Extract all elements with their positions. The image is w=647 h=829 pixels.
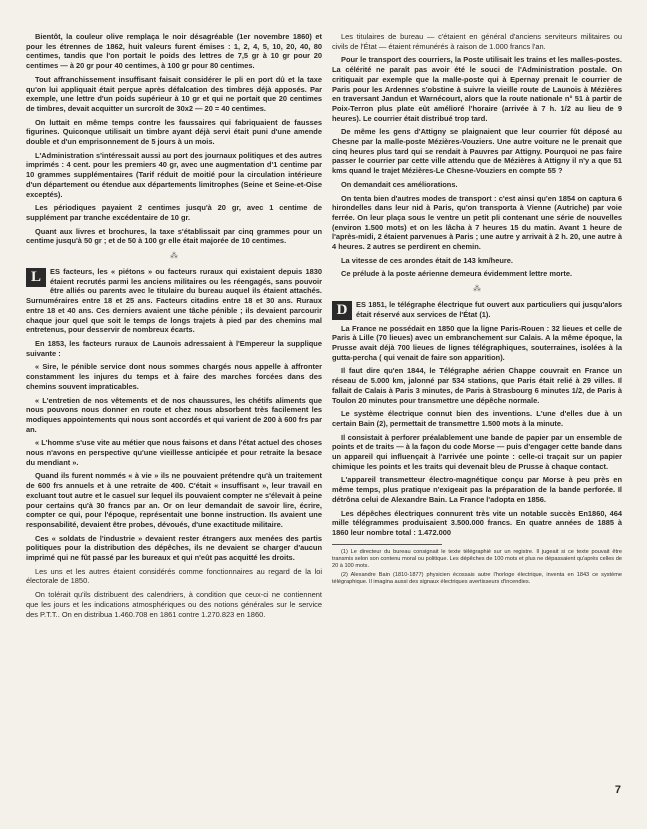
- paragraph-text: L'Administration s'intéressait aussi au port des journaux politiques et des autres imprimés : 4 cent. pour les premiers 40 gr, avec une augmentation d'1 centime par 10 grammes supplémentaires (Tarif réduit de moitié pour la circulation intérieure d'un département ou étendue aux départements limitrophes (Seine et Seine-et-Oise exceptés).: [26, 150, 322, 199]
- paragraph-text: Pour le transport des courriers, la Poste utilisait les trains et les malles-postes. La célérité ne paraît pas avoir été le souci de l'Administration postale. On critiquait par exemple que la malle-poste qui à Epernay prenait le courrier de Paris pour les Ardennes s'obstine à suivre la vieille route de Launois à Mézières en traversant Jandun et Warnécourt, alors que la route nationale n° 51 à partir de Poix-Terron plus plate eût amélioré l'horaire (arrivée à 7 h. 1/2 au lieu de 9 heures). Le courrier était distribué trop tard.: [332, 55, 622, 123]
- paragraph-text: De même les gens d'Attigny se plaignaient que leur courrier fût déposé au Chesne par la malle-poste Mézières-Vouziers. Une autre voiture ne le prenait que cinq heures plus tard qui se rendait à Pauvres par Attigny. Pourquoi ne pas faire passer le courrier par cette ville attendu que de Mézières à Attigny il n'y a que 51 kms quand le trajet Mézières-Le Chesne-Vouziers en compte 55 ?: [332, 127, 622, 176]
- paragraph-text: On luttait en même temps contre les faussaires qui fabriquaient de fausses figurines. Quiconque utilisait un timbre ayant déjà servi était puni d'une amende double et d'un emprisonnement de 5 jours à un mois.: [26, 117, 322, 147]
- paragraph: [332, 180, 622, 190]
- paragraph: [26, 203, 322, 222]
- paragraph-text: Les uns et les autres étaient considérés comme fonctionnaires au regard de la loi électorale de 1850.: [26, 566, 322, 586]
- paragraph: [26, 75, 322, 114]
- paragraph: [26, 32, 322, 71]
- paragraph-text: Ces « soldats de l'industrie » devaient rester étrangers aux menées des partis politiques pour la distribution des dépêches, ils ne devaient se charger d'aucun imprimé qui ne fût passé par les bureaux et qui n'eût pas acquitté les droits.: [26, 533, 322, 563]
- paragraph: [26, 590, 322, 619]
- paragraph: [26, 471, 322, 529]
- paragraph-text: On demandait ces améliorations.: [341, 179, 458, 189]
- footnote: (2) Alexandre Bain (1810-1877) physicien écossais autre l'horloge électrique, inventa en 1843 ce système télégraphique. Il imagina aussi des signaux électriques avertisseurs d'incendies.: [332, 572, 622, 586]
- paragraph-text: La vitesse de ces arondes était de 143 km/heure.: [341, 255, 513, 265]
- paragraph-text: Quand ils furent nommés « à vie » ils ne pouvaient prétendre qu'à un traitement de 600 frs annuels et à une retraite de 400. C'était « insuffisant », leur travail en excluant tout autre et le casuel sur lequel ils pouvaient compter ne s'élevait à peine pour certains qu'à 30 francs par an. Or on leur demandait de savoir lire, écrire, compter ce qui, pour l'époque, représentait une bonne instruction. Ils avaient une responsabilité, devaient être probes, dévoués, d'une exactitude militaire.: [26, 471, 322, 529]
- paragraph-text: L'appareil transmetteur électro-magnétique conçu par Morse à peu près en même temps, plus pratique n'exigeait pas la préparation de la bande perforée. Il détrôna celui de Alexandre Bain. La France l'adopta en 1856.: [332, 475, 622, 504]
- paragraph-text: Les périodiques payaient 2 centimes jusqu'à 20 gr, avec 1 centime de supplément par tranche excédentaire de 10 gr.: [26, 203, 322, 222]
- drop-cap: L: [26, 268, 46, 287]
- paragraph: [332, 32, 622, 51]
- paragraph: [332, 300, 622, 319]
- paragraph: [26, 567, 322, 586]
- paragraph-text: ES facteurs, les « piétons » ou facteurs ruraux qui existaient depuis 1830 étaient recrutés parmi les anciens militaires ou les réengagés, sans pouvoir être alliés ou parents avec le titulaire du bureau auquel ils étaient attachés. Surnuméraires entre 18 et 25 ans. Facteurs citadins entre 18 et 30 ans. Ruraux entre 18 et 40 ans. Ces derniers avaient une tâche pénible ; ils devaient parcourir chaque jour quel que soit le temps de longs trajets à pied par des chemins mal entretenus, pour desservir de nombreux écarts.: [26, 267, 322, 335]
- paragraph-text: On tolérait qu'ils distribuent des calendriers, à condition que ceux-ci ne contiennent que les jours et les indications atmosphériques ou des notions générales sur le service des P.T.T.. On en distribua 1.460.708 en 1861 contre 1.270.823 en 1860.: [26, 590, 322, 619]
- paragraph-text: Il consistait à perforer préalablement une bande de papier par un ensemble de points et de traits — à la façon du code Morse — puis d'engager cette bande dans un appareil qui influençait à l'arrivée une pointe : celle-ci traçait sur un papier chimique les points et les traits qui devenait bleu de Prusse à chaque contact.: [332, 432, 622, 471]
- paragraph-text: « L'homme s'use vite au métier que nous faisons et dans l'état actuel des choses nous n'avons en perspective qu'une vieillesse anticipée et pour retraite la besace du mendiant ».: [26, 438, 322, 467]
- paragraph: [26, 118, 322, 147]
- paragraph-text: Bientôt, la couleur olive remplaça le noir désagréable (1er novembre 1860) et pour les étrennes de 1862, huit valeurs furent émises : 1, 2, 4, 5, 10, 20, 40, 80 centimes, tandis que l'on portait le poids des lettres de 7,5 gr à 10 gr pour 20 centimes — à 20 gr pour 40 centimes, à 100 gr pour 80 centimes.: [26, 32, 322, 71]
- drop-cap: D: [332, 301, 352, 320]
- paragraph: [332, 55, 622, 123]
- paragraph: [332, 433, 622, 472]
- paragraph: [26, 362, 322, 391]
- paragraph: [26, 151, 322, 200]
- paragraph-text: Le système électrique connut bien des inventions. L'une d'elles due à un certain Bain (2), permettait de transmettre 1.500 mots à la minute.: [332, 409, 622, 428]
- paragraph-text: « Sire, le pénible service dont nous sommes chargés nous appelle à affronter constamment les injures du temps et à faire des marches forcées dans des chemins souvent impraticables.: [26, 362, 322, 391]
- footnotes: [332, 549, 622, 587]
- footnote-rule: [332, 544, 442, 545]
- paragraph: [332, 194, 622, 252]
- right-paragraphs-top: [332, 32, 622, 279]
- paragraph-text: Les dépêches électriques connurent très vite un notable succès En1860, 464 mille télégrammes produisaient 3.500.000 francs. En quatre années de 1885 à 1860 leur nombre total : 1.472.000: [332, 508, 622, 537]
- section-separator-stars: ⁂: [473, 284, 481, 294]
- paragraph: [26, 339, 322, 358]
- left-paragraphs-bottom: [26, 267, 322, 619]
- paragraph-text: Tout affranchissement insuffisant faisait considérer le pli en port dû et la taxe qu'on lui appliquait était perçue après défalcation des timbres déjà apposés. Par exemple, une lettre d'un poids supérieur à 10 gr et qui ne portait que 20 centimes de timbres, devait acquitter un surcroît de 30x2 — 20 = 40 centimes.: [26, 74, 322, 113]
- right-column: [332, 32, 622, 589]
- paragraph-text: Ce prélude à la poste aérienne demeura évidemment lettre morte.: [341, 269, 573, 279]
- left-column: [26, 32, 322, 623]
- paragraph: [332, 409, 622, 428]
- footnote: (1) Le directeur du bureau consignait le texte télégraphié sur un registre. Il jugeait si ce texte pouvait être transmis selon son contenu moral ou politique. Les dépêches de 100 mots et plus ne dépassaient qu'après celles de 20 à 100 mots.: [332, 548, 622, 570]
- paragraph: [332, 324, 622, 363]
- paragraph-text: On tenta bien d'autres modes de transport : c'est ainsi qu'en 1854 on captura 6 hirondelles dans leur nid à Paris, qu'on transporta à Vienne (Autriche) par voie ferrée. On leur plaça sous le ventre un petit pli contenant une série de nouvelles (environ 1.500 mots) et on les lâcha à 7 heures 15 du matin. Avant 1 heure de l'après-midi, 2 étaient parvenues à Paris ; une autre y arrivait à 2 h. 20, une autre à 4 heures. 2 autres se perdirent en chemin.: [332, 193, 622, 252]
- left-paragraphs-top: [26, 32, 322, 246]
- paragraph-text: Il faut dire qu'en 1844, le Télégraphe aérien Chappe couvrait en France un réseau de 5.000 km, jalonné par 534 stations, que Paris était relié à 29 villes. Il fallait de Calais à Paris 3 minutes, de Paris à Strasbourg 6 minutes 1/2, de Paris à Toulon 20 minutes pour transmettre une dépêche normale.: [332, 366, 622, 405]
- page-number: 7: [614, 784, 621, 796]
- paragraph-text: Quant aux livres et brochures, la taxe s'établissait par cinq grammes pour un centime jusqu'à 50 gr ; et de 50 à 100 gr elle était majorée de 10 centimes.: [26, 226, 322, 246]
- paragraph: [332, 127, 622, 176]
- paragraph: [332, 509, 622, 538]
- paragraph-text: « L'entretien de nos vêtements et de nos chaussures, les chétifs aliments que nous pouvons nous donner en route et chez nous absorbent très facilement les modiques appointements qui nous sont accordés et qui varient de 200 à 600 frs par an.: [26, 395, 322, 434]
- paragraph: [26, 227, 322, 246]
- paragraph: [332, 366, 622, 405]
- paragraph: [26, 267, 322, 335]
- paragraph: [26, 396, 322, 435]
- paragraph: [26, 438, 322, 467]
- paragraph-text: Les titulaires de bureau — c'étaient en général d'anciens serviteurs militaires ou civils de l'État — étaient rémunérés à raison de 1.000 francs l'an.: [332, 32, 622, 51]
- section-separator-stars: ⁂: [170, 251, 178, 261]
- paragraph-text: La France ne possédait en 1850 que la ligne Paris-Rouen : 32 lieues et celle de Paris à Lille (70 lieues) avec un embranchement sur Calais. A la même époque, la Prusse avait déjà 700 lieues de lignes télégraphiques, souterraines, isolées à la gutta-percha ( qui venait de faire son apparition).: [332, 323, 622, 362]
- paragraph-text: ES 1851, le télégraphe électrique fut ouvert aux particuliers qui jusqu'alors était réservé aux services de l'État (1).: [356, 300, 622, 319]
- paragraph: [332, 475, 622, 504]
- paragraph: [332, 256, 622, 266]
- paragraph-text: En 1853, les facteurs ruraux de Launois adressaient à l'Empereur la supplique suivante :: [26, 338, 322, 358]
- paragraph: [26, 534, 322, 563]
- paragraph: [332, 269, 622, 279]
- right-paragraphs-bottom: [332, 300, 622, 537]
